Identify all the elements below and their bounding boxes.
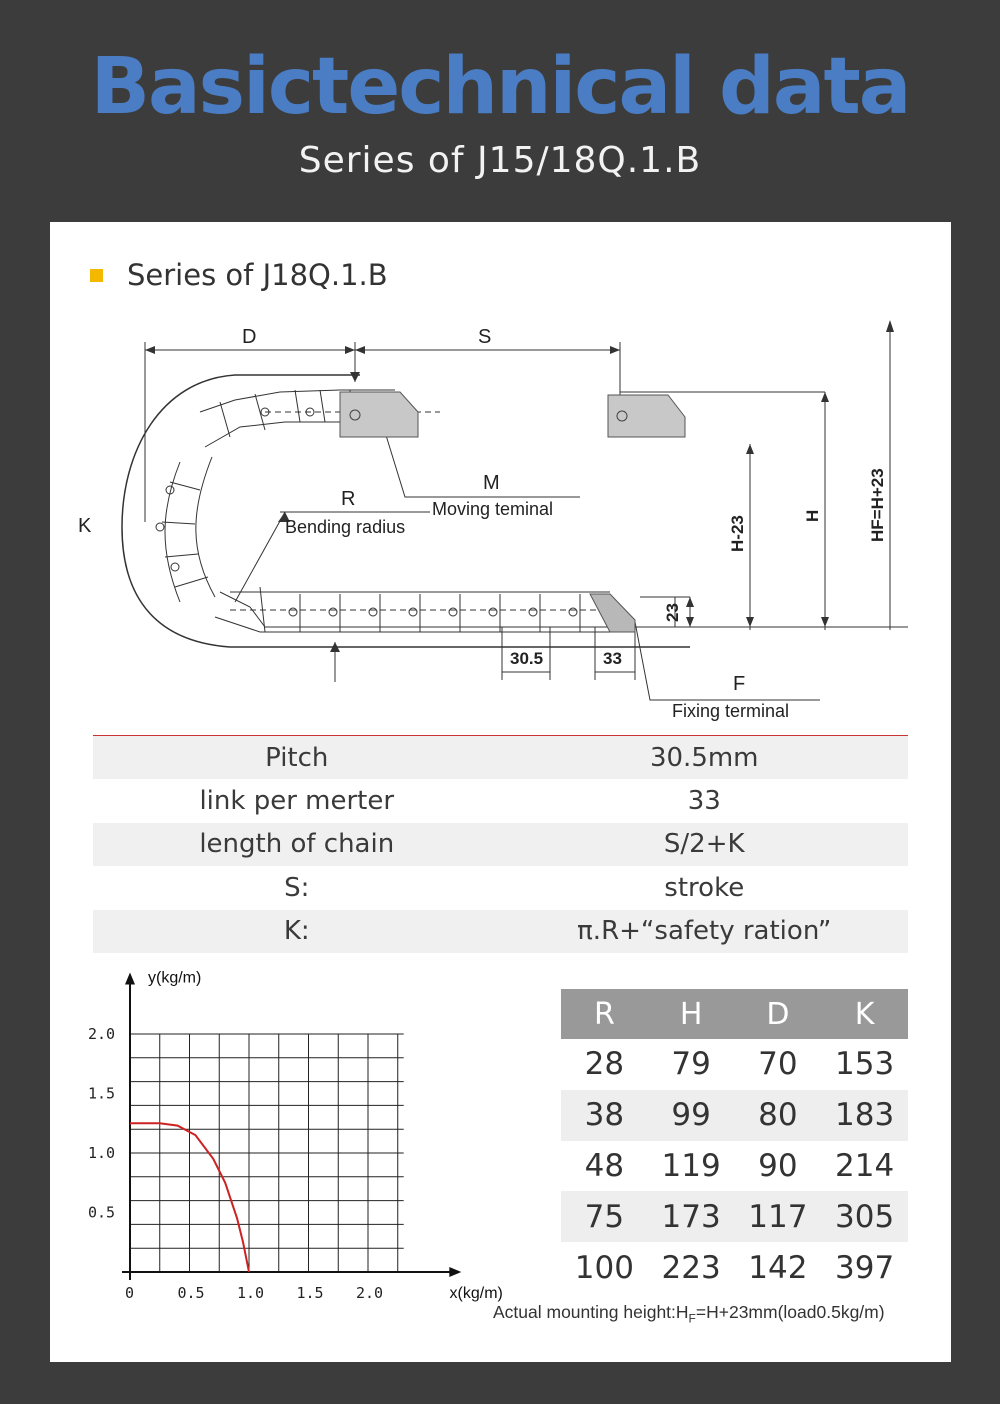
spec-key: S:: [284, 872, 310, 903]
label-pitch-305: 30.5: [510, 649, 544, 668]
note-sub: F: [688, 1311, 696, 1326]
label-hf: HF=H+23: [868, 468, 887, 542]
table-row: [561, 1090, 908, 1141]
table-cell: 183: [821, 1090, 908, 1141]
dimension-table: [561, 989, 908, 1293]
spec-value: stroke: [664, 872, 745, 903]
table-cell: 99: [648, 1090, 735, 1141]
x-tick-label: 0.5: [177, 1284, 205, 1302]
label-r: R: [341, 488, 356, 510]
table-row: [561, 1039, 908, 1090]
spec-row: [93, 736, 908, 779]
table-cell: 173: [648, 1191, 735, 1242]
spec-value: S/2+K: [663, 829, 745, 860]
label-23: 23: [663, 603, 682, 622]
spec-key: K:: [283, 916, 310, 947]
page-header: [0, 0, 1000, 222]
spec-value: π.R+“safety ration”: [577, 916, 832, 947]
spec-value: 30.5mm: [649, 742, 759, 773]
dimension-header: H: [648, 989, 735, 1039]
table-row: [561, 1141, 908, 1192]
table-cell: 79: [671, 1046, 711, 1083]
label-s: S: [478, 326, 492, 348]
x-tick-label: 1.0: [237, 1284, 265, 1302]
table-cell: 100: [574, 1249, 634, 1286]
label-h-23: H-23: [728, 515, 747, 552]
table-row: [561, 1242, 908, 1293]
table-row: [561, 1191, 908, 1242]
spec-row: [93, 823, 908, 866]
content-card: [50, 222, 951, 1362]
table-cell: 142: [748, 1249, 808, 1286]
table-cell: 48: [584, 1147, 625, 1184]
dimension-header: K: [821, 989, 908, 1039]
note-text: Actual mounting height:H: [493, 1302, 689, 1322]
table-cell: 223: [661, 1249, 721, 1286]
y-arrow-icon: [125, 972, 135, 984]
table-cell: 117: [735, 1191, 822, 1242]
table-cell: 28: [584, 1046, 625, 1083]
spec-table: [93, 735, 908, 953]
drag-chain-diagram: [50, 222, 951, 732]
x-tick-label: 2.0: [356, 1284, 384, 1302]
mounting-height-note: [493, 1302, 885, 1326]
chart-grid: [130, 1034, 404, 1272]
x-tick-label: 1.5: [296, 1284, 324, 1302]
load-chart: [70, 969, 510, 1327]
dimension-header: D: [735, 989, 822, 1039]
table-cell: 119: [661, 1147, 721, 1184]
table-cell: 90: [758, 1147, 798, 1184]
spec-row: [93, 866, 908, 909]
y-tick-label: 1.5: [88, 1084, 116, 1103]
x-tick-label: 0: [125, 1284, 135, 1302]
table-cell: 214: [835, 1147, 895, 1184]
label-33: 33: [603, 649, 622, 668]
spec-row: [93, 910, 908, 953]
table-cell: 153: [835, 1046, 895, 1083]
label-fixing-terminal: Fixing terminal: [672, 701, 790, 721]
y-axis-label: y(kg/m): [148, 969, 202, 987]
spec-value: 33: [687, 786, 721, 817]
label-f: F: [733, 673, 746, 695]
label-k: K: [78, 515, 92, 537]
table-cell: 75: [561, 1191, 648, 1242]
section-title: Series of J18Q.1.B: [127, 258, 388, 292]
table-cell: 80: [735, 1090, 822, 1141]
label-h: H: [803, 509, 822, 522]
dimension-header: R: [561, 989, 648, 1039]
spec-key: link per merter: [199, 786, 395, 817]
table-cell: 305: [821, 1191, 908, 1242]
page-subtitle: Series of J15/18Q.1.B: [298, 140, 702, 181]
note-rest: =H+23mm(load0.5kg/m): [695, 1302, 885, 1322]
x-arrow-icon: [449, 1267, 461, 1277]
y-tick-label: 2.0: [88, 1025, 116, 1043]
label-moving-terminal: Moving teminal: [432, 499, 554, 519]
table-cell: 70: [758, 1046, 798, 1083]
table-cell: 38: [561, 1090, 648, 1141]
dimension-header-row: [561, 989, 908, 1039]
spec-key: Pitch: [265, 742, 329, 773]
label-d: D: [242, 326, 257, 348]
label-bending-radius: Bending radius: [285, 517, 406, 537]
spec-row: [93, 779, 908, 822]
y-tick-label: 1.0: [88, 1144, 116, 1162]
spec-key: length of chain: [199, 829, 395, 860]
label-m: M: [483, 472, 500, 494]
page-title: Basictechnical data: [90, 42, 910, 132]
table-cell: 397: [835, 1249, 895, 1286]
y-tick-label: 0.5: [88, 1203, 116, 1222]
x-axis-label: x(kg/m): [449, 1285, 503, 1302]
